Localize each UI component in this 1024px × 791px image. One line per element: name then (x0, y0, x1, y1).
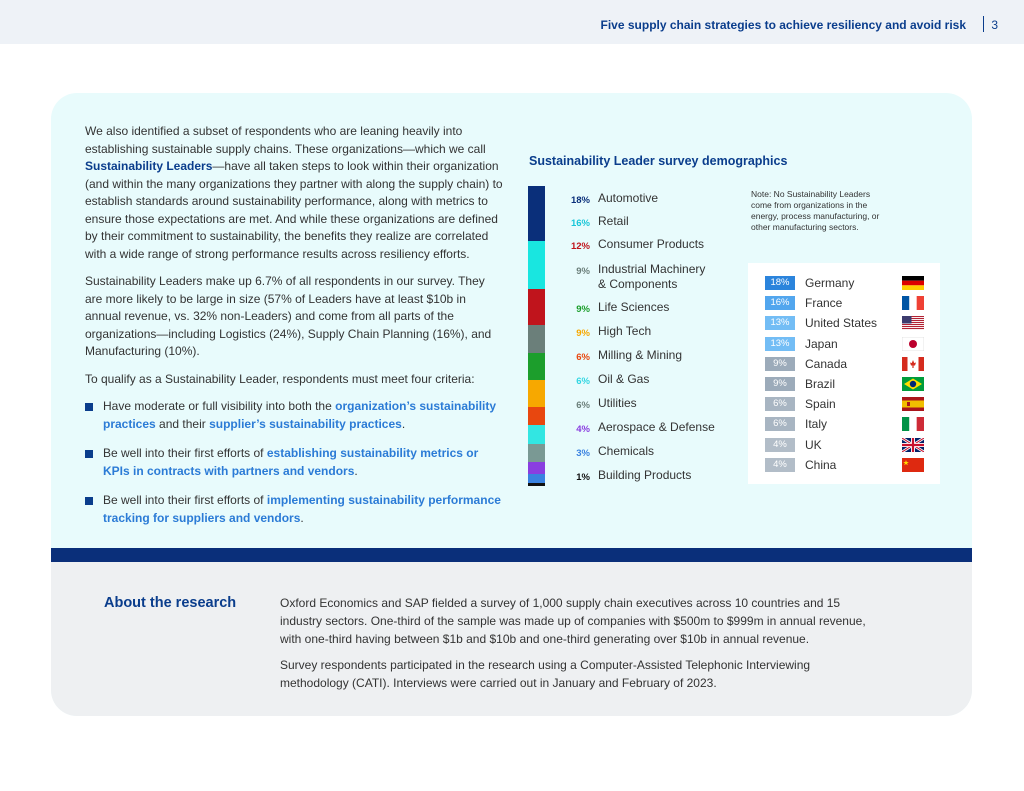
country-name: Germany (805, 276, 855, 290)
demographics-note: Note: No Sustainability Leaders come from organizations in the energy, process manufacturing, or other manufacturing sectors. (751, 189, 880, 232)
bar-segment-aerospace-defense (528, 462, 545, 474)
industry-percent: 6% (576, 400, 590, 411)
highlighted-text: Sustainability Leaders (85, 159, 213, 173)
it-flag-icon (902, 417, 924, 431)
industry-percent: 18% (570, 195, 590, 206)
bullet-square-icon (85, 497, 93, 505)
bar-segment-high-tech (528, 380, 545, 407)
country-name: France (805, 296, 843, 311)
about-paragraph-2: Survey respondents participated in the research using a Computer-Assisted Telephonic Interviewing methodology (CATI). Interviews were carried out in January and February of 2023. (280, 658, 811, 690)
country-percent-badge: 16% (765, 296, 795, 310)
criteria-intro: To qualify as a Sustainability Leader, respondents must meet four criteria: (85, 371, 475, 386)
country-percent-badge: 6% (765, 397, 795, 411)
text-run: and their (155, 416, 210, 431)
country-row (748, 334, 940, 354)
jp-flag-icon (902, 337, 924, 351)
about-heading: About the research (104, 595, 237, 611)
bar-segment-chemicals (528, 474, 545, 483)
industry-percent: 6% (576, 352, 590, 363)
bar-segment-automotive (528, 186, 545, 241)
page-header (0, 0, 1024, 44)
country-name: Brazil (805, 377, 836, 391)
text-run: Have moderate or full visibility into both the (103, 399, 336, 413)
country-row (748, 455, 940, 475)
criteria-item (85, 398, 505, 433)
text-run: Be well into their first efforts of (103, 493, 267, 507)
industry-stacked-bar (528, 186, 545, 486)
bar-segment-utilities (528, 444, 545, 462)
industry-percent: 16% (570, 218, 590, 229)
highlighted-text: organization’s sustainability practices (103, 399, 497, 431)
industry-name: Automotive (598, 191, 659, 205)
page-number: 3 (991, 18, 998, 32)
bullet-square-icon (85, 403, 93, 411)
bar-segment-consumer-products (528, 289, 545, 325)
industry-name: Aerospace & Defense (598, 420, 715, 434)
text-run: . (401, 416, 406, 431)
country-row (748, 414, 940, 434)
cn-flag-icon (902, 458, 924, 472)
criteria-item (85, 445, 505, 480)
industry-percent: 1% (576, 472, 590, 483)
section-divider-band (51, 548, 972, 563)
industry-percent: 9% (576, 328, 590, 339)
industry-percent: 6% (576, 376, 590, 387)
country-name: United States (805, 316, 878, 331)
about-text (280, 594, 870, 700)
text-run: —have all taken steps to look within their organization (and within the many organizations they partner with along the supply chain) to establish standards around sustainability performance, along with metrics to ensure those expectations are met. And while these organizations are defined by their commitment to sustainability, the benefits they realize are correlated with a wide range of strong performance results across resiliency efforts. (85, 159, 503, 261)
country-name: Canada (805, 356, 848, 371)
industry-name: Milling & Mining (598, 348, 683, 362)
country-percent-badge: 4% (765, 458, 795, 472)
country-row (748, 374, 940, 394)
bar-segment-building-products (528, 483, 545, 486)
about-paragraph-1: Oxford Economics and SAP fielded a survey of 1,000 supply chain executives across 10 countries and 15 industry sectors. One-third of the sample was made up of companies with $500m to $999m in annual revenue, with one-third having between $1b and $10b and one-third generating over $10b in annual revenue. (280, 596, 866, 646)
industry-name: Industrial Machinery & Components (598, 262, 706, 291)
body-text (85, 123, 505, 539)
industry-name: Life Sciences (598, 300, 670, 314)
criteria-item (85, 492, 505, 527)
es-flag-icon (902, 397, 924, 411)
industry-percent: 3% (576, 448, 590, 459)
bar-segment-life-sciences (528, 353, 545, 380)
us-flag-icon (902, 316, 924, 330)
country-percent-badge: 18% (765, 276, 795, 290)
country-row (748, 435, 940, 455)
br-flag-icon (902, 377, 924, 391)
industry-name: Consumer Products (598, 237, 705, 251)
text-run: Be well into their first efforts of (103, 446, 267, 460)
bar-segment-oil-gas (528, 425, 545, 443)
country-name: Japan (805, 336, 838, 351)
intro-paragraph (85, 123, 505, 263)
industry-name: Building Products (598, 468, 692, 482)
bar-segment-retail (528, 241, 545, 289)
highlighted-text: establishing sustainability metrics or KPIs in contracts with partners and vendors (103, 446, 479, 478)
industry-percent: 9% (576, 304, 590, 315)
industry-name: Chemicals (598, 444, 655, 458)
country-percent-badge: 9% (765, 377, 795, 391)
country-name: Italy (805, 417, 828, 432)
country-percent-badge: 13% (765, 316, 795, 330)
country-name: China (805, 457, 837, 472)
country-row (748, 394, 940, 414)
highlighted-text: supplier’s sustainability practices (209, 416, 402, 431)
text-run: We also identified a subset of respondents who are leaning heavily into establishing sustainable supply chains. These organizations—which we call (85, 124, 486, 156)
country-name: Spain (805, 397, 836, 412)
gb-flag-icon (902, 438, 924, 452)
country-row (748, 313, 940, 333)
header-divider (983, 16, 984, 32)
leaders-paragraph: Sustainability Leaders make up 6.7% of all respondents in our survey. They are more likely to be large in size (57% of Leaders have at least $10b in annual revenue, vs. 32% non-Leaders) and come from all parts of the organizations—including Logistics (24%), Supply Chain Planning (16%), and Manufacturing (10%). (85, 274, 492, 358)
demographics-title: Sustainability Leader survey demographics (529, 154, 788, 168)
text-run: . (354, 463, 358, 478)
bar-segment-milling-mining (528, 407, 545, 425)
highlighted-text: implementing sustainability performance tracking for suppliers and vendors (103, 493, 501, 525)
bar-segment-industrial-machinery (528, 325, 545, 352)
industry-percent: 12% (570, 241, 590, 252)
de-flag-icon (902, 276, 924, 290)
industry-name: High Tech (598, 324, 652, 338)
country-row (748, 273, 940, 293)
country-row (748, 293, 940, 313)
industry-name: Oil & Gas (598, 372, 650, 386)
country-percent-badge: 4% (765, 438, 795, 452)
text-run: . (300, 510, 304, 525)
country-percent-badge: 6% (765, 417, 795, 431)
industry-name: Retail (598, 214, 629, 228)
country-table (748, 263, 940, 484)
country-name: UK (805, 437, 822, 452)
ca-flag-icon (902, 357, 924, 371)
country-percent-badge: 9% (765, 357, 795, 371)
fr-flag-icon (902, 296, 924, 310)
country-row (748, 354, 940, 374)
industry-percent: 4% (576, 424, 590, 435)
country-percent-badge: 13% (765, 337, 795, 351)
industry-percent: 9% (576, 266, 590, 277)
bullet-square-icon (85, 450, 93, 458)
industry-name: Utilities (598, 396, 637, 410)
report-title: Five supply chain strategies to achieve resiliency and avoid risk (600, 18, 966, 32)
criteria-list (85, 398, 505, 527)
